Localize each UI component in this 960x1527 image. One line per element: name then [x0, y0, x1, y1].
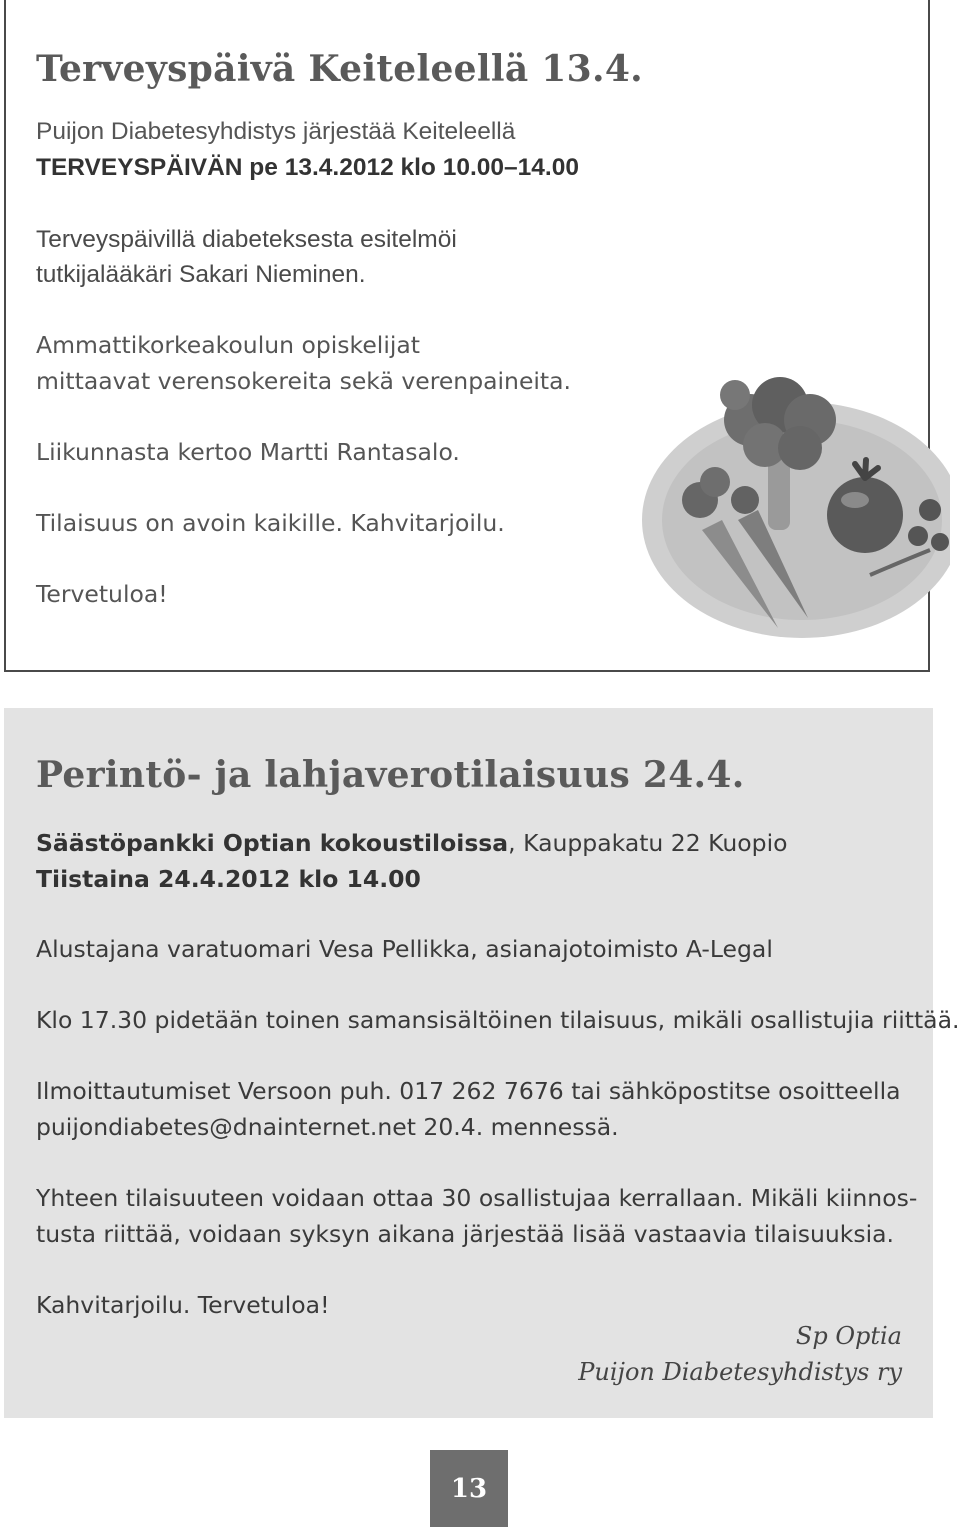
event1-welcome: Tervetuloa!	[36, 580, 168, 608]
event2-title: Perintö- ja lahjaverotilaisuus 24.4.	[36, 754, 745, 796]
event1-intro-line1: Puijon Diabetesyhdistys järjestää Keiteleellä	[36, 118, 516, 145]
event2-signature-optia: Sp Optia	[795, 1322, 902, 1350]
event2-signature-association: Puijon Diabetesyhdistys ry	[578, 1358, 902, 1386]
event1-exercise: Liikunnasta kertoo Martti Rantasalo.	[36, 438, 460, 466]
event2-register-line2: puijondiabetes@dnainternet.net 20.4. mennessä.	[36, 1113, 619, 1141]
event2-venue-address: , Kauppakatu 22 Kuopio	[508, 829, 788, 857]
page-number: 13	[430, 1450, 508, 1527]
event2-host: Alustajana varatuomari Vesa Pellikka, asianajotoimisto A-Legal	[36, 935, 773, 963]
event1-title: Terveyspäivä Keiteleellä 13.4.	[36, 48, 644, 90]
event2-capacity-line2: tusta riittää, voidaan syksyn aikana järjestää lisää vastaavia tilaisuuksia.	[36, 1220, 895, 1248]
event1-students-line1: Ammattikorkeakoulun opiskelijat	[36, 331, 420, 359]
event1-lecture-line1: Terveyspäivillä diabeteksesta esitelmöi	[36, 226, 457, 253]
event2-venue	[36, 825, 788, 861]
event2-register-line1: Ilmoittautumiset Versoon puh. 017 262 7676 tai sähköpostitse osoitteella	[36, 1077, 901, 1105]
event2-second-session: Klo 17.30 pidetään toinen samansisältöinen tilaisuus, mikäli osallistujia riittää.	[36, 1006, 960, 1034]
event2-coffee: Kahvitarjoilu. Tervetuloa!	[36, 1291, 330, 1319]
event1-open: Tilaisuus on avoin kaikille. Kahvitarjoilu.	[36, 509, 505, 537]
event2-date: Tiistaina 24.4.2012 klo 14.00	[36, 865, 421, 893]
event1-students-line2: mittaavat verensokereita sekä verenpaineita.	[36, 367, 572, 395]
event2-capacity-line1: Yhteen tilaisuuteen voidaan ottaa 30 osallistujaa kerrallaan. Mikäli kiinnos-	[36, 1184, 918, 1212]
event2-venue-bold: Säästöpankki Optian kokoustiloissa	[36, 829, 509, 857]
event1-lecture-line2: tutkijalääkäri Sakari Nieminen.	[36, 261, 366, 288]
event1-intro-line2: TERVEYSPÄIVÄN pe 13.4.2012 klo 10.00–14.00	[36, 154, 579, 181]
vegetable-plate-illustration	[640, 360, 950, 660]
